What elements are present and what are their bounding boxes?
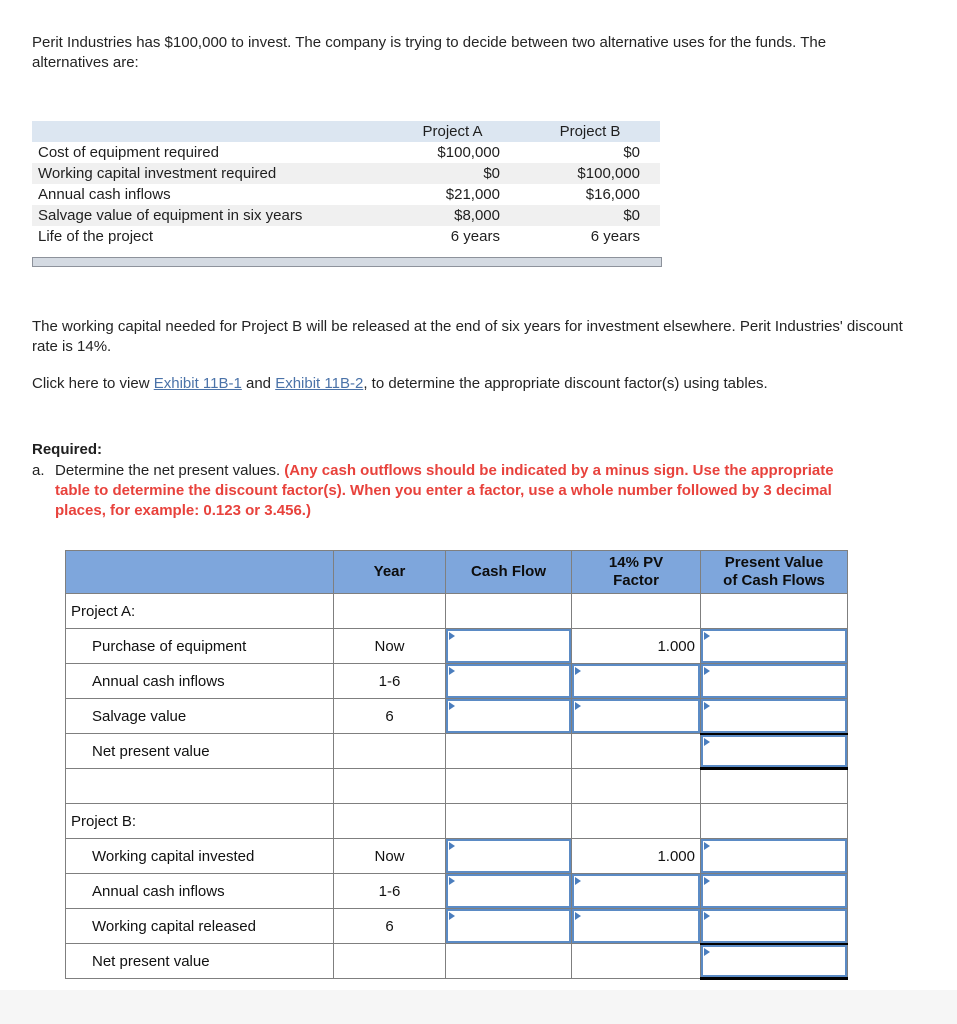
present-value-input-cell	[701, 699, 848, 734]
present-value-input-cell	[701, 839, 848, 874]
table-row	[32, 205, 660, 226]
year-cell: Now	[334, 839, 446, 874]
required-heading: Required:	[32, 441, 103, 458]
cash-flow-input-released-b[interactable]	[448, 911, 569, 941]
cash-flow-input-cell	[446, 664, 572, 699]
project-b-value: $16,000	[585, 186, 640, 203]
alternatives-table	[32, 121, 660, 247]
project-a-header: Project A	[385, 121, 520, 142]
pv-factor-input-cell	[572, 909, 701, 944]
table-row-net-present-value-a	[66, 734, 848, 769]
net-present-value-input-cell	[701, 944, 848, 979]
requirement-text	[55, 461, 860, 521]
row-label: Working capital invested	[66, 839, 334, 874]
row-label: Purchase of equipment	[66, 629, 334, 664]
comment-flag-icon	[449, 877, 455, 885]
blank-header-cell	[66, 551, 334, 594]
table-row	[32, 142, 660, 163]
requirement-red-text: (Any cash outflows should be indicated by a minus sign. Use the appropriate table to determine the discount factor(s). When you enter a factor, use a whole number followed by 3 decimal places, for example: 0.123 or 3.456.)	[55, 462, 834, 519]
table-row-working-capital-released	[66, 909, 848, 944]
comment-flag-icon	[575, 667, 581, 675]
cash-flow-input-cell	[446, 629, 572, 664]
pv-factor-header: 14% PV Factor	[572, 551, 701, 594]
present-value-input-purchase-a[interactable]	[703, 631, 845, 661]
comment-flag-icon	[704, 842, 710, 850]
project-b-value: $0	[520, 205, 660, 226]
comment-flag-icon	[704, 877, 710, 885]
table-row-working-capital-invested	[66, 839, 848, 874]
pv-factor-input-released-b[interactable]	[574, 911, 698, 941]
row-label: Annual cash inflows	[66, 664, 334, 699]
year-cell: 1-6	[334, 664, 446, 699]
link-mid-text: and	[241, 375, 276, 392]
horizontal-scrollbar[interactable]	[32, 257, 662, 267]
row-label: Working capital investment required	[32, 163, 385, 184]
row-label: Life of the project	[38, 228, 154, 245]
pv-factor-value: 1.000	[572, 629, 701, 664]
row-label: Working capital released	[66, 909, 334, 944]
alternatives-header-row	[32, 121, 660, 142]
pv-factor-value: 1.000	[572, 839, 701, 874]
table-row	[32, 163, 660, 184]
row-label: Salvage value	[66, 699, 334, 734]
comment-flag-icon	[704, 738, 710, 746]
net-present-value-input-cell	[701, 734, 848, 769]
cash-flow-input-cell	[446, 874, 572, 909]
project-b-header: Project B	[520, 121, 660, 142]
table-row	[32, 226, 660, 247]
comment-flag-icon	[704, 948, 710, 956]
spacer-row	[66, 769, 848, 804]
project-b-value: 6 years	[590, 228, 640, 245]
comment-flag-icon	[449, 632, 455, 640]
requirement-marker: a.	[32, 462, 45, 479]
pv-factor-input-salvage-a[interactable]	[574, 701, 698, 731]
cash-flow-input-inflows-a[interactable]	[448, 666, 569, 696]
comment-flag-icon	[575, 877, 581, 885]
year-cell: Now	[334, 629, 446, 664]
cash-flow-input-cell	[446, 699, 572, 734]
exhibit-11b-1-link[interactable]: Exhibit 11B-1	[153, 375, 242, 392]
cash-flow-input-cell	[446, 839, 572, 874]
link-prefix-text: Click here to view	[32, 375, 154, 392]
npv-header-row	[66, 551, 848, 594]
net-present-value-input-a[interactable]	[703, 737, 845, 766]
pv-factor-input-cell	[572, 874, 701, 909]
cash-flow-input-purchase-a[interactable]	[448, 631, 569, 661]
exhibit-11b-2-link[interactable]: Exhibit 11B-2	[275, 375, 364, 392]
comment-flag-icon	[449, 702, 455, 710]
comment-flag-icon	[704, 702, 710, 710]
blank-header-cell	[32, 121, 385, 142]
row-label: Cost of equipment required	[38, 144, 219, 161]
comment-flag-icon	[449, 667, 455, 675]
npv-entry-table	[65, 550, 848, 980]
present-value-input-inflows-b[interactable]	[703, 876, 845, 906]
present-value-input-released-b[interactable]	[703, 911, 845, 941]
year-header: Year	[334, 551, 446, 594]
comment-flag-icon	[575, 702, 581, 710]
project-b-value: $0	[623, 144, 640, 161]
project-a-value: $0	[385, 163, 520, 184]
page-bottom-band	[0, 990, 957, 1024]
present-value-input-invested-b[interactable]	[703, 841, 845, 871]
present-value-input-cell	[701, 664, 848, 699]
present-value-input-cell	[701, 629, 848, 664]
row-label: Annual cash inflows	[38, 186, 171, 203]
working-capital-paragraph: The working capital needed for Project B will be released at the end of six years for investment elsewhere. Perit Industries' discount rate is 14%.	[32, 318, 903, 355]
cash-flow-input-cell	[446, 909, 572, 944]
comment-flag-icon	[449, 912, 455, 920]
exhibit-links-paragraph	[32, 374, 904, 394]
pv-factor-input-cell	[572, 664, 701, 699]
present-value-input-inflows-a[interactable]	[703, 666, 845, 696]
table-row-purchase-of-equipment	[66, 629, 848, 664]
project-a-value: $8,000	[385, 205, 520, 226]
cash-flow-input-salvage-a[interactable]	[448, 701, 569, 731]
section-label: Project B:	[66, 804, 334, 839]
comment-flag-icon	[704, 632, 710, 640]
comment-flag-icon	[575, 912, 581, 920]
pv-factor-input-inflows-a[interactable]	[574, 666, 698, 696]
project-a-value: $21,000	[445, 186, 500, 203]
row-label: Salvage value of equipment in six years	[32, 205, 385, 226]
project-a-value: 6 years	[450, 228, 500, 245]
year-cell: 6	[334, 699, 446, 734]
intro-paragraph: Perit Industries has $100,000 to invest. The company is trying to decide between two alternative uses for the funds. The alternatives are:	[32, 34, 827, 71]
requirement-a	[32, 461, 860, 521]
section-row-project-a	[66, 594, 848, 629]
project-b-value: $100,000	[520, 163, 660, 184]
comment-flag-icon	[704, 667, 710, 675]
net-present-value-input-b[interactable]	[703, 947, 845, 976]
present-value-header: Present Value of Cash Flows	[701, 551, 848, 594]
cash-flow-input-invested-b[interactable]	[448, 841, 569, 871]
present-value-input-cell	[701, 874, 848, 909]
year-cell: 6	[334, 909, 446, 944]
present-value-input-cell	[701, 909, 848, 944]
table-row-net-present-value-b	[66, 944, 848, 979]
cash-flow-header: Cash Flow	[446, 551, 572, 594]
pv-factor-input-inflows-b[interactable]	[574, 876, 698, 906]
table-row-annual-cash-inflows-b	[66, 874, 848, 909]
row-label: Annual cash inflows	[66, 874, 334, 909]
comment-flag-icon	[449, 842, 455, 850]
comment-flag-icon	[704, 912, 710, 920]
row-label: Net present value	[66, 734, 334, 769]
section-row-project-b	[66, 804, 848, 839]
project-a-value: $100,000	[437, 144, 500, 161]
table-row	[32, 184, 660, 205]
requirement-black-text: Determine the net present values.	[55, 462, 285, 479]
table-row-annual-cash-inflows-a	[66, 664, 848, 699]
year-cell: 1-6	[334, 874, 446, 909]
link-suffix-text: , to determine the appropriate discount factor(s) using tables.	[363, 375, 768, 392]
section-label: Project A:	[66, 594, 334, 629]
row-label: Net present value	[66, 944, 334, 979]
pv-factor-input-cell	[572, 699, 701, 734]
table-row-salvage-value	[66, 699, 848, 734]
present-value-input-salvage-a[interactable]	[703, 701, 845, 731]
cash-flow-input-inflows-b[interactable]	[448, 876, 569, 906]
